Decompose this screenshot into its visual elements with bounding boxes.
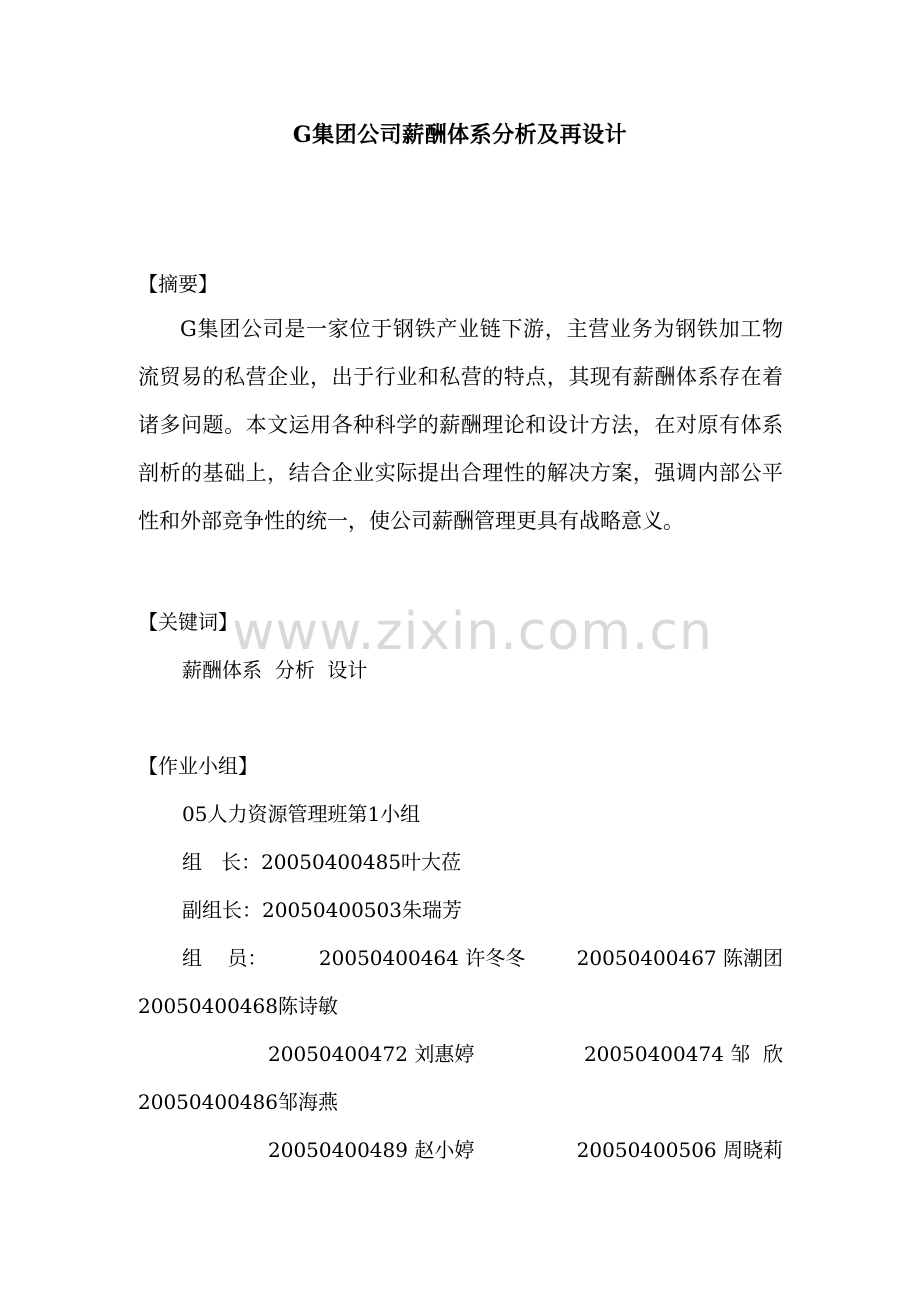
keywords-text: 薪酬体系 分析 设计: [182, 658, 368, 682]
watermark: www.zixin.com.cn: [232, 602, 713, 662]
members-row-1: [182, 942, 783, 971]
group-class-line: 05人力资源管理班第1小组: [182, 802, 421, 826]
group-vice-leader: 副组长：20050400503朱瑞芳: [182, 898, 462, 922]
member-entry: 20050400486邹海燕: [138, 1090, 338, 1114]
abstract-paragraph: [138, 305, 783, 545]
members-label: 组 员：: [182, 946, 268, 970]
members-row-3: [268, 1134, 783, 1163]
member-entry: 20050400474 邹 欣: [583, 1042, 783, 1066]
abstract-heading: 【摘要】: [138, 272, 218, 296]
member-entry: 20050400467 陈潮团: [576, 946, 783, 970]
group-leader: 组 长：20050400485叶大莅: [182, 850, 462, 874]
member-entry: 20050400506 周晓莉: [576, 1138, 783, 1162]
member-entry: 20050400464 许冬冬: [318, 946, 526, 970]
member-entry: 20050400472 刘惠婷: [268, 1042, 475, 1066]
keywords-heading: 【关键词】: [138, 610, 238, 634]
group-heading: 【作业小组】: [138, 754, 258, 778]
document-title: G集团公司薪酬体系分析及再设计: [292, 122, 628, 148]
member-entry: 20050400468陈诗敏: [138, 994, 338, 1018]
member-entry: 20050400489 赵小婷: [268, 1138, 475, 1162]
members-row-2: [268, 1038, 783, 1067]
abstract-text: G集团公司是一家位于钢铁产业链下游，主营业务为钢铁加工物流贸易的私营企业，出于行业和私营的特点，其现有薪酬体系存在着诸多问题。本文运用各种科学的薪酬理论和设计方法，在对原有体系剖析的基础上，结合企业实际提出合理性的解决方案，强调内部公平性和外部竞争性的统一，使公司薪酬管理更具有战略意义。: [138, 317, 783, 533]
